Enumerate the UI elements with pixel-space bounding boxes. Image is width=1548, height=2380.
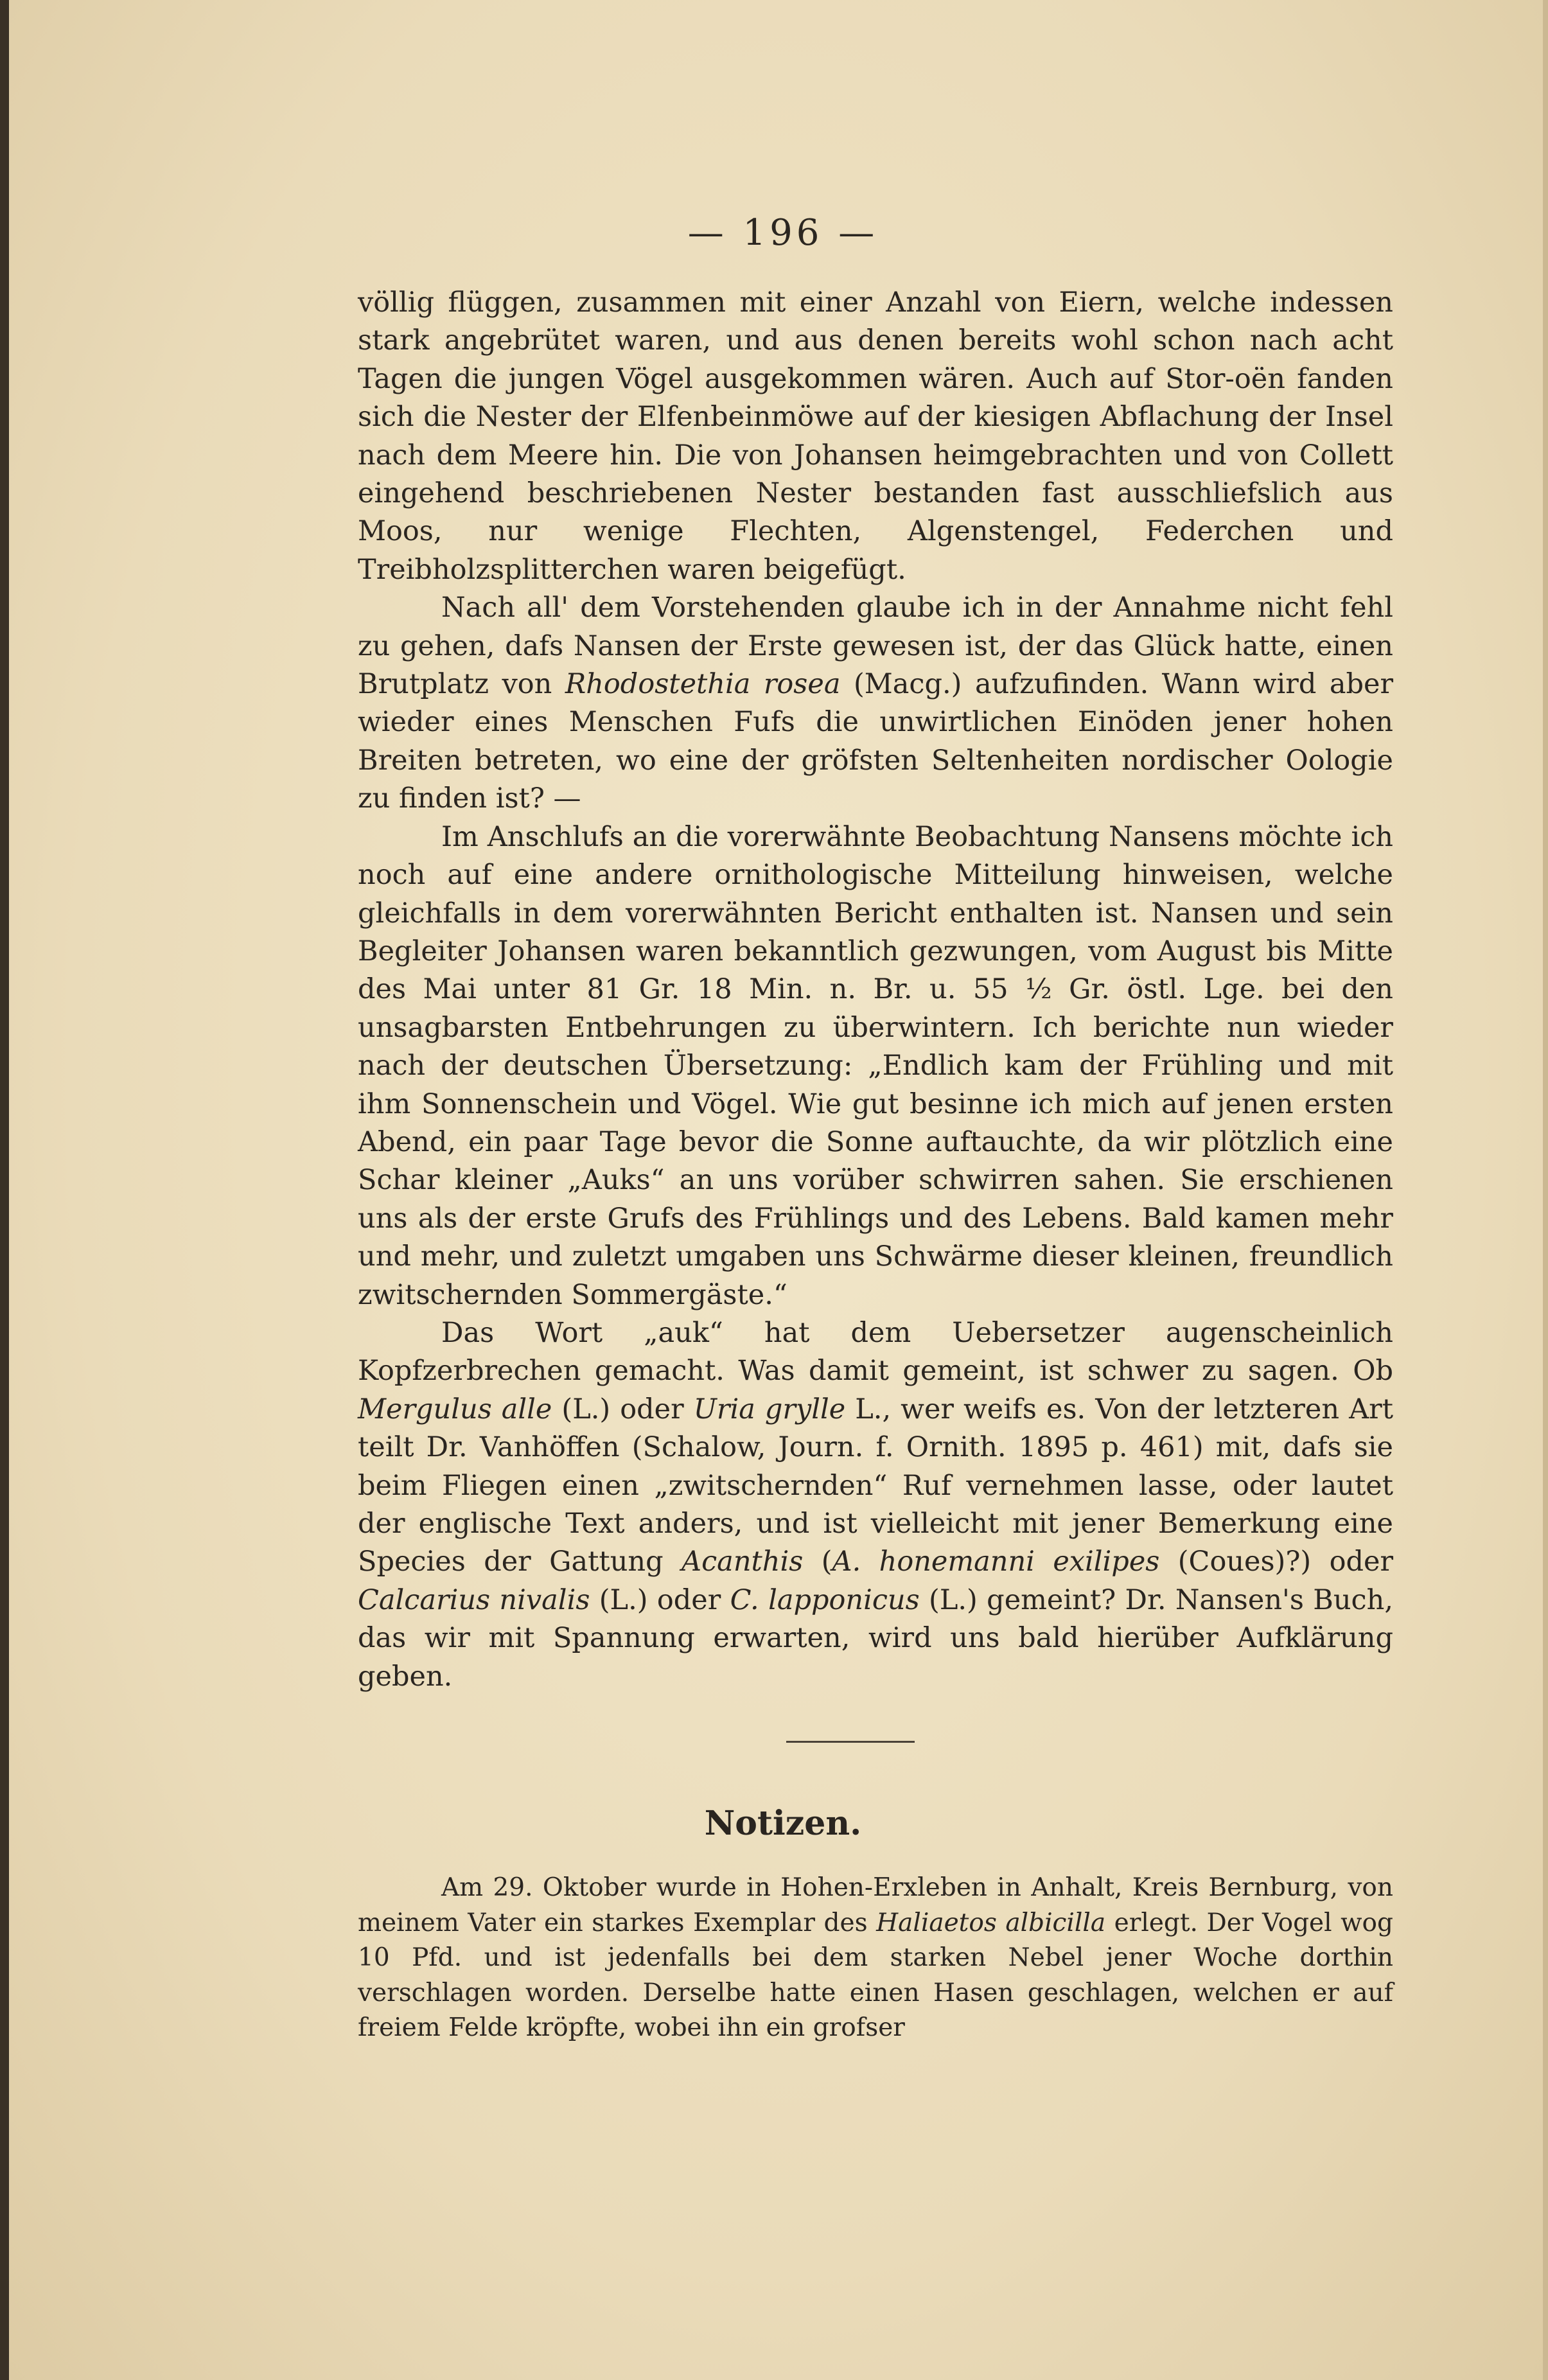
page-number: — 196 — xyxy=(687,212,879,254)
species-name: Calcarius nivalis xyxy=(358,1583,590,1616)
notice-paragraph: Am 29. Oktober wurde in Hohen-Erxleben in Anhalt, Kreis Bernburg, von meinem Vater ein starkes Exemplar des Haliaetos albicilla erlegt. Der Vogel wog 10 Pfd. und ist jedenfalls bei dem starken Nebel jener Woche dorthin verschlagen worden. Derselbe hatte einen Hasen geschlagen, welchen er auf freiem Felde kröpfte, wobei ihn ein grofser xyxy=(358,1873,1393,2042)
species-name: Uria grylle xyxy=(693,1393,846,1425)
species-name: Acanthis xyxy=(682,1546,804,1578)
paragraph-3: Im Anschlufs an die vorerwähnte Beobachtung Nansens möchte ich noch auf eine andere ornithologische Mitteilung hinweisen, welche gleichfalls in dem vorerwähnten Bericht enthalten ist. Nansen und sein Begleiter Johansen waren bekanntlich gezwungen, vom August bis Mitte des Mai unter 81 Gr. 18 Min. n. Br. u. 55 ½ Gr. östl. Lge. bei den unsagbarsten Entbehrungen zu überwintern. Ich berichte nun wieder nach der deutschen Übersetzung: „Endlich kam der Frühling und mit ihm Sonnenschein und Vögel. Wie gut besinne ich mich auf jenen ersten Abend, ein paar Tage bevor die Sonne auftauchte, da wir plötzlich eine Schar kleiner „Auks“ an uns vorüber schwirren sahen. Sie erschienen uns als der erste Grufs des Frühlings und des Lebens. Bald kamen mehr und mehr, und zuletzt umgaben uns Schwärme dieser kleinen, freundlich zwitschernden Sommergäste.“ xyxy=(358,820,1393,1311)
species-name: C. lapponicus xyxy=(730,1583,920,1616)
main-text xyxy=(358,284,1393,1696)
paragraph-2: Nach all' dem Vorstehenden glaube ich in der Annahme nicht fehl zu gehen, dafs Nansen der Erste gewesen ist, der das Glück hatte, einen Brutplatz von Rhodostethia rosea (Macg.) aufzufinden. Wann wird aber wieder eines Menschen Fufs die unwirtlichen Einöden jener hohen Breiten betreten, wo eine der gröfsten Seltenheiten nordischer Oologie zu finden ist? — xyxy=(358,592,1393,815)
paragraph-1: völlig flüggen, zusammen mit einer Anzahl von Eiern, welche indessen stark angebrütet waren, und aus denen bereits wohl schon nach acht Tagen die jungen Vögel ausgekommen wären. Auch auf Stor-oën fanden sich die Nester der Elfenbeinmöwe auf der kiesigen Abflachung der Insel nach dem Meere hin. Die von Johansen heimgebrachten und von Collett eingehend beschriebenen Nester bestanden fast ausschliefslich aus Moos, nur wenige Flechten, Algenstengel, Federchen und Treibholzsplitterchen waren beigefügt. xyxy=(358,286,1393,586)
species-name: A. honemanni exilipes xyxy=(832,1546,1160,1578)
notice-text xyxy=(358,1871,1393,2046)
section-heading: Notizen. xyxy=(704,1804,862,1843)
species-name: Haliaetos albicilla xyxy=(876,1908,1106,1937)
species-name: Rhodostethia rosea xyxy=(565,668,841,701)
species-name: Mergulus alle xyxy=(358,1393,552,1425)
paragraph-4: Das Wort „auk“ hat dem Uebersetzer augenscheinlich Kopfzerbrechen gemacht. Was damit gemeint, ist schwer zu sagen. Ob Mergulus alle (L.) oder Uria grylle L., wer weifs es. Von der letzteren Art teilt Dr. Vanhöffen (Schalow, Journ. f. Ornith. 1895 p. 461) mit, dafs sie beim Fliegen einen „zwitschernden“ Ruf vernehmen lasse, oder lautet der englische Text anders, und ist vielleicht mit jener Bemerkung eine Species der Gattung Acanthis (A. honemanni exilipes (Coues)?) oder Calcarius nivalis (L.) oder C. lapponicus (L.) gemeint? Dr. Nansen's Buch, das wir mit Spannung erwarten, wird uns bald hierüber Aufklärung geben. xyxy=(358,1316,1393,1693)
section-divider xyxy=(786,1741,915,1743)
